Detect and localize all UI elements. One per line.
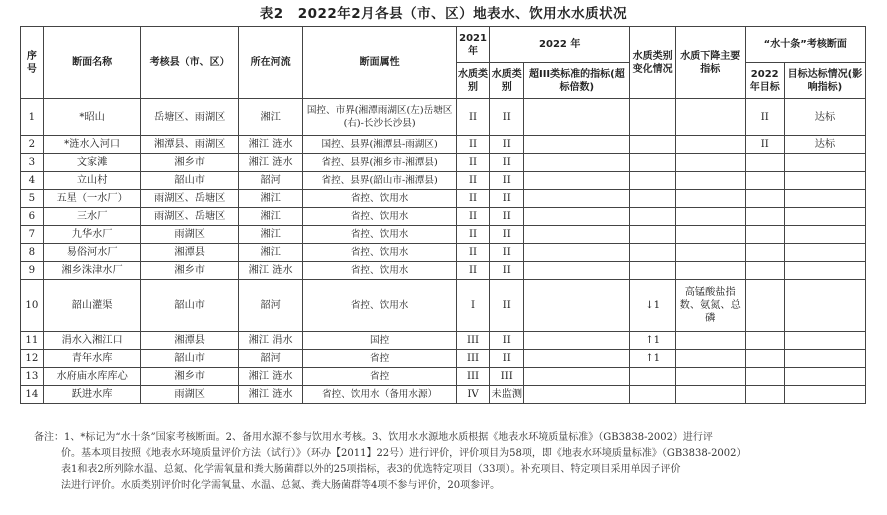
row-class-2022: III [490,368,524,386]
row-county: 雨湖区、岳塘区 [141,190,239,208]
row-change [630,244,676,262]
row-status [784,350,865,368]
row-county: 雨湖区 [141,226,239,244]
row-county: 湘乡市 [141,262,239,280]
row-status [784,386,865,404]
row-class-2021: III [456,350,489,368]
row-class-2022: II [490,350,524,368]
row-change [630,226,676,244]
row-change [630,172,676,190]
row-county: 湘乡市 [141,154,239,172]
row-attr: 省控、饮用水 [303,208,457,226]
row-attr: 省控、饮用水 [303,244,457,262]
row-exceed [524,208,630,226]
row-seq: 12 [21,350,44,368]
row-seq: 10 [21,280,44,332]
row-decline [675,99,745,136]
row-exceed [524,350,630,368]
row-status: 达标 [784,136,865,154]
row-class-2022: II [490,244,524,262]
row-county: 湘潭县、雨湖区 [141,136,239,154]
table-row [21,172,866,190]
row-exceed [524,136,630,154]
row-river: 湘江 涓水 [238,332,302,350]
header-target-2022: 2022年目标 [745,63,784,99]
table-row [21,262,866,280]
row-name: 青年水库 [43,350,141,368]
row-attr: 省控、县界(湘乡市-湘潭县) [303,154,457,172]
row-attr: 省控 [303,350,457,368]
row-exceed [524,154,630,172]
row-river: 韶河 [238,280,302,332]
row-river: 韶河 [238,172,302,190]
row-status [784,244,865,262]
row-change: ↑1 [630,332,676,350]
row-county: 湘潭县 [141,244,239,262]
table-row [21,368,866,386]
row-class-2022: II [490,332,524,350]
row-river: 湘江 [238,226,302,244]
row-exceed [524,226,630,244]
table-row [21,244,866,262]
row-attr: 省控、饮用水（备用水源） [303,386,457,404]
header-name: 断面名称 [43,27,141,99]
row-class-2021: III [456,368,489,386]
row-county: 雨湖区、岳塘区 [141,208,239,226]
table-row [21,99,866,136]
header-river: 所在河流 [238,27,302,99]
row-name: 跃进水库 [43,386,141,404]
row-target [745,368,784,386]
row-target [745,244,784,262]
row-seq: 6 [21,208,44,226]
row-attr: 国控、市界(湘潭雨湖区(左)岳塘区(右)-长沙长沙县) [303,99,457,136]
row-river: 湘江 [238,244,302,262]
row-name: 韶山灌渠 [43,280,141,332]
row-river: 湘江 涟水 [238,136,302,154]
row-seq: 1 [21,99,44,136]
row-county: 雨湖区 [141,386,239,404]
row-river: 湘江 涟水 [238,368,302,386]
footnote-line: 法进行评价。水质类别评价时化学需氧量、水温、总氮、粪大肠菌群等4项不参与评价，20项参评。 [61,480,501,491]
row-status [784,208,865,226]
row-seq: 2 [21,136,44,154]
row-status [784,172,865,190]
header-county: 考核县（市、区） [141,27,239,99]
table-title: 表2 2022年2月各县（市、区）地表水、饮用水水质状况 [259,6,628,22]
row-target: II [745,99,784,136]
row-decline [675,208,745,226]
row-exceed [524,368,630,386]
row-decline [675,386,745,404]
row-river: 湘江 涟水 [238,386,302,404]
row-decline [675,244,745,262]
row-class-2021: II [456,99,489,136]
row-status [784,280,865,332]
table-row [21,136,866,154]
row-target [745,280,784,332]
row-attr: 省控、饮用水 [303,190,457,208]
row-change: ↓1 [630,280,676,332]
row-class-2021: I [456,280,489,332]
row-status [784,262,865,280]
row-county: 湘潭县 [141,332,239,350]
row-seq: 9 [21,262,44,280]
row-class-2022: II [490,208,524,226]
row-attr: 省控、饮用水 [303,226,457,244]
row-seq: 11 [21,332,44,350]
row-target [745,208,784,226]
row-exceed [524,332,630,350]
header-2021: 2021年 [456,27,489,63]
row-status [784,368,865,386]
row-status [784,190,865,208]
row-class-2022: II [490,154,524,172]
row-class-2022: II [490,280,524,332]
row-decline [675,154,745,172]
row-decline [675,368,745,386]
row-class-2021: II [456,136,489,154]
row-decline [675,136,745,154]
row-river: 湘江 涟水 [238,154,302,172]
row-seq: 13 [21,368,44,386]
row-class-2021: II [456,262,489,280]
header-class-2022: 水质类别 [490,63,524,99]
row-class-2022: II [490,262,524,280]
row-target [745,190,784,208]
row-change [630,136,676,154]
row-decline [675,262,745,280]
row-decline [675,190,745,208]
header-attr: 断面属性 [303,27,457,99]
row-river: 湘江 [238,190,302,208]
table-row [21,332,866,350]
row-status [784,332,865,350]
footnote-line: 表1和表2所列除水温、总氮、化学需氧量和粪大肠菌群以外的25项指标，表3的优选特定项目（33项）。补充项目、特定项目采用单因子评价 [61,464,681,475]
row-target [745,332,784,350]
row-change [630,208,676,226]
header-seq: 序号 [21,27,44,99]
row-attr: 省控 [303,368,457,386]
row-status: 达标 [784,99,865,136]
row-exceed [524,172,630,190]
row-name: 九华水厂 [43,226,141,244]
row-class-2021: II [456,190,489,208]
table-row [21,386,866,404]
table-row [21,280,866,332]
row-county: 韶山市 [141,350,239,368]
row-class-2021: IV [456,386,489,404]
row-change [630,368,676,386]
row-class-2022: II [490,190,524,208]
header-change: 水质类别变化情况 [630,27,676,99]
row-exceed [524,262,630,280]
row-county: 韶山市 [141,280,239,332]
table-row [21,350,866,368]
row-name: 水府庙水库库心 [43,368,141,386]
row-name: 涓水入湘江口 [43,332,141,350]
row-name: *昭山 [43,99,141,136]
row-target: II [745,136,784,154]
table-row [21,208,866,226]
water-quality-table [20,26,866,404]
row-name: 湘乡洙津水厂 [43,262,141,280]
header-assess: “水十条”考核断面 [745,27,866,63]
row-class-2021: II [456,208,489,226]
row-name: 三水厂 [43,208,141,226]
row-seq: 7 [21,226,44,244]
row-exceed [524,280,630,332]
row-seq: 8 [21,244,44,262]
row-exceed [524,244,630,262]
header-class-2021: 水质类别 [456,63,489,99]
table-row [21,226,866,244]
row-change [630,386,676,404]
row-exceed [524,386,630,404]
row-class-2021: III [456,332,489,350]
row-river: 湘江 [238,99,302,136]
row-decline [675,332,745,350]
row-target [745,154,784,172]
row-attr: 省控、饮用水 [303,262,457,280]
footnotes [34,430,862,494]
row-target [745,350,784,368]
row-name: 文家滩 [43,154,141,172]
footnote-line: 价。基本项目按照《地表水环境质量评价方法（试行）》（环办【2011】22号）进行评价，评价项目为58项，即《地表水环境质量标准》（GB3838-2002） [61,448,747,459]
row-target [745,226,784,244]
row-seq: 3 [21,154,44,172]
row-county: 湘乡市 [141,368,239,386]
row-exceed [524,99,630,136]
header-target-status: 目标达标情况(影响指标) [784,63,865,99]
row-river: 湘江 [238,208,302,226]
row-seq: 14 [21,386,44,404]
row-target [745,262,784,280]
header-exceed: 超III类标准的指标(超标倍数) [524,63,630,99]
row-county: 韶山市 [141,172,239,190]
row-seq: 4 [21,172,44,190]
row-decline [675,350,745,368]
row-change [630,154,676,172]
row-target [745,386,784,404]
row-target [745,172,784,190]
row-class-2021: II [456,244,489,262]
row-change [630,262,676,280]
row-status [784,154,865,172]
row-river: 韶河 [238,350,302,368]
table-row [21,190,866,208]
row-change [630,190,676,208]
row-attr: 省控、县界(韶山市-湘潭县) [303,172,457,190]
row-class-2021: II [456,154,489,172]
row-decline [675,226,745,244]
header-2022: 2022 年 [490,27,630,63]
header-decline: 水质下降主要指标 [675,27,745,99]
row-attr: 省控、饮用水 [303,280,457,332]
table-row [21,154,866,172]
row-seq: 5 [21,190,44,208]
row-status [784,226,865,244]
row-change [630,99,676,136]
row-name: 易俗河水厂 [43,244,141,262]
row-class-2022: II [490,99,524,136]
row-decline: 高锰酸盐指数、氨氮、总磷 [675,280,745,332]
row-name: 立山村 [43,172,141,190]
row-decline [675,172,745,190]
row-county: 岳塘区、雨湖区 [141,99,239,136]
row-class-2022: II [490,136,524,154]
row-class-2021: II [456,226,489,244]
row-class-2022: II [490,226,524,244]
row-class-2021: II [456,172,489,190]
row-class-2022: II [490,172,524,190]
row-exceed [524,190,630,208]
row-change: ↑1 [630,350,676,368]
row-name: *涟水入河口 [43,136,141,154]
row-name: 五星（一水厂） [43,190,141,208]
row-class-2022: 未监测 [490,386,524,404]
row-attr: 国控、县界(湘潭县-雨湖区) [303,136,457,154]
row-attr: 国控 [303,332,457,350]
row-river: 湘江 涟水 [238,262,302,280]
footnote-line: 备注：1、*标记为“水十条”国家考核断面。2、备用水源不参与饮用水考核。3、饮用水水源地水质根据《地表水环境质量标准》（GB3838-2002）进行评 [34,432,713,443]
